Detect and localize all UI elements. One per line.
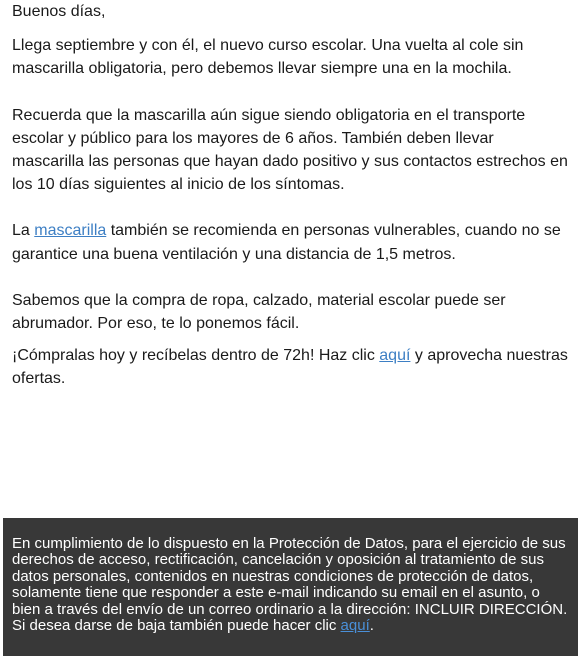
paragraph-intro: Llega septiembre y con él, el nuevo curso escolar. Una vuelta al cole sin mascarilla obligatoria, pero debemos llevar siempre una en la mochila. bbox=[12, 37, 524, 78]
paragraph-mask-rules: Recuerda que la mascarilla aún sigue siendo obligatoria en el transporte escolar y público para los mayores de 6 años. También deben llevar mascarilla las personas que hayan dado positivo y sus contactos estrechos en los 10 días siguientes al inicio de los síntomas. bbox=[12, 106, 568, 194]
privacy-footer-text: En cumplimiento de lo dispuesto en la Protección de Datos, para el ejercicio de sus derechos de acceso, rectificación, cancelación y oposición al tratamiento de sus datos personales, contenidos en nuestras condiciones de protección de datos, solamente tiene que responder a este e-mail indicando su email en el asunto, o bien a través del envío de un correo ordinario a la dirección: INCLUIR DIRECCIÓN. Si desea darse de baja también puede hacer clic bbox=[12, 535, 568, 635]
paragraph-recommendation-end: también se recomienda en personas vulnerables, cuando no se garantice una buena ventilación y una distancia de 1,5 metros. bbox=[12, 222, 561, 263]
greeting: Buenos días, bbox=[12, 3, 106, 20]
offer-link[interactable]: aquí bbox=[379, 347, 411, 365]
paragraph-offer-start: ¡Cómpralas hoy y recíbelas dentro de 72h! Haz clic bbox=[12, 347, 380, 365]
privacy-footer bbox=[3, 518, 578, 656]
paragraph-recommendation bbox=[12, 219, 568, 265]
paragraph-offer bbox=[12, 344, 568, 390]
mascarilla-link[interactable]: mascarilla bbox=[34, 222, 107, 240]
paragraph-shopping: Sabemos que la compra de ropa, calzado, material escolar puede ser abrumador. Por eso, te lo ponemos fácil. bbox=[12, 291, 506, 333]
unsubscribe-link[interactable]: aquí bbox=[340, 617, 370, 635]
paragraph-offer-end: y aprovecha nuestras ofertas. bbox=[12, 347, 568, 388]
email-content bbox=[12, 0, 568, 391]
paragraph-recommendation-start: La bbox=[12, 222, 35, 240]
privacy-footer-end: . bbox=[369, 617, 374, 635]
